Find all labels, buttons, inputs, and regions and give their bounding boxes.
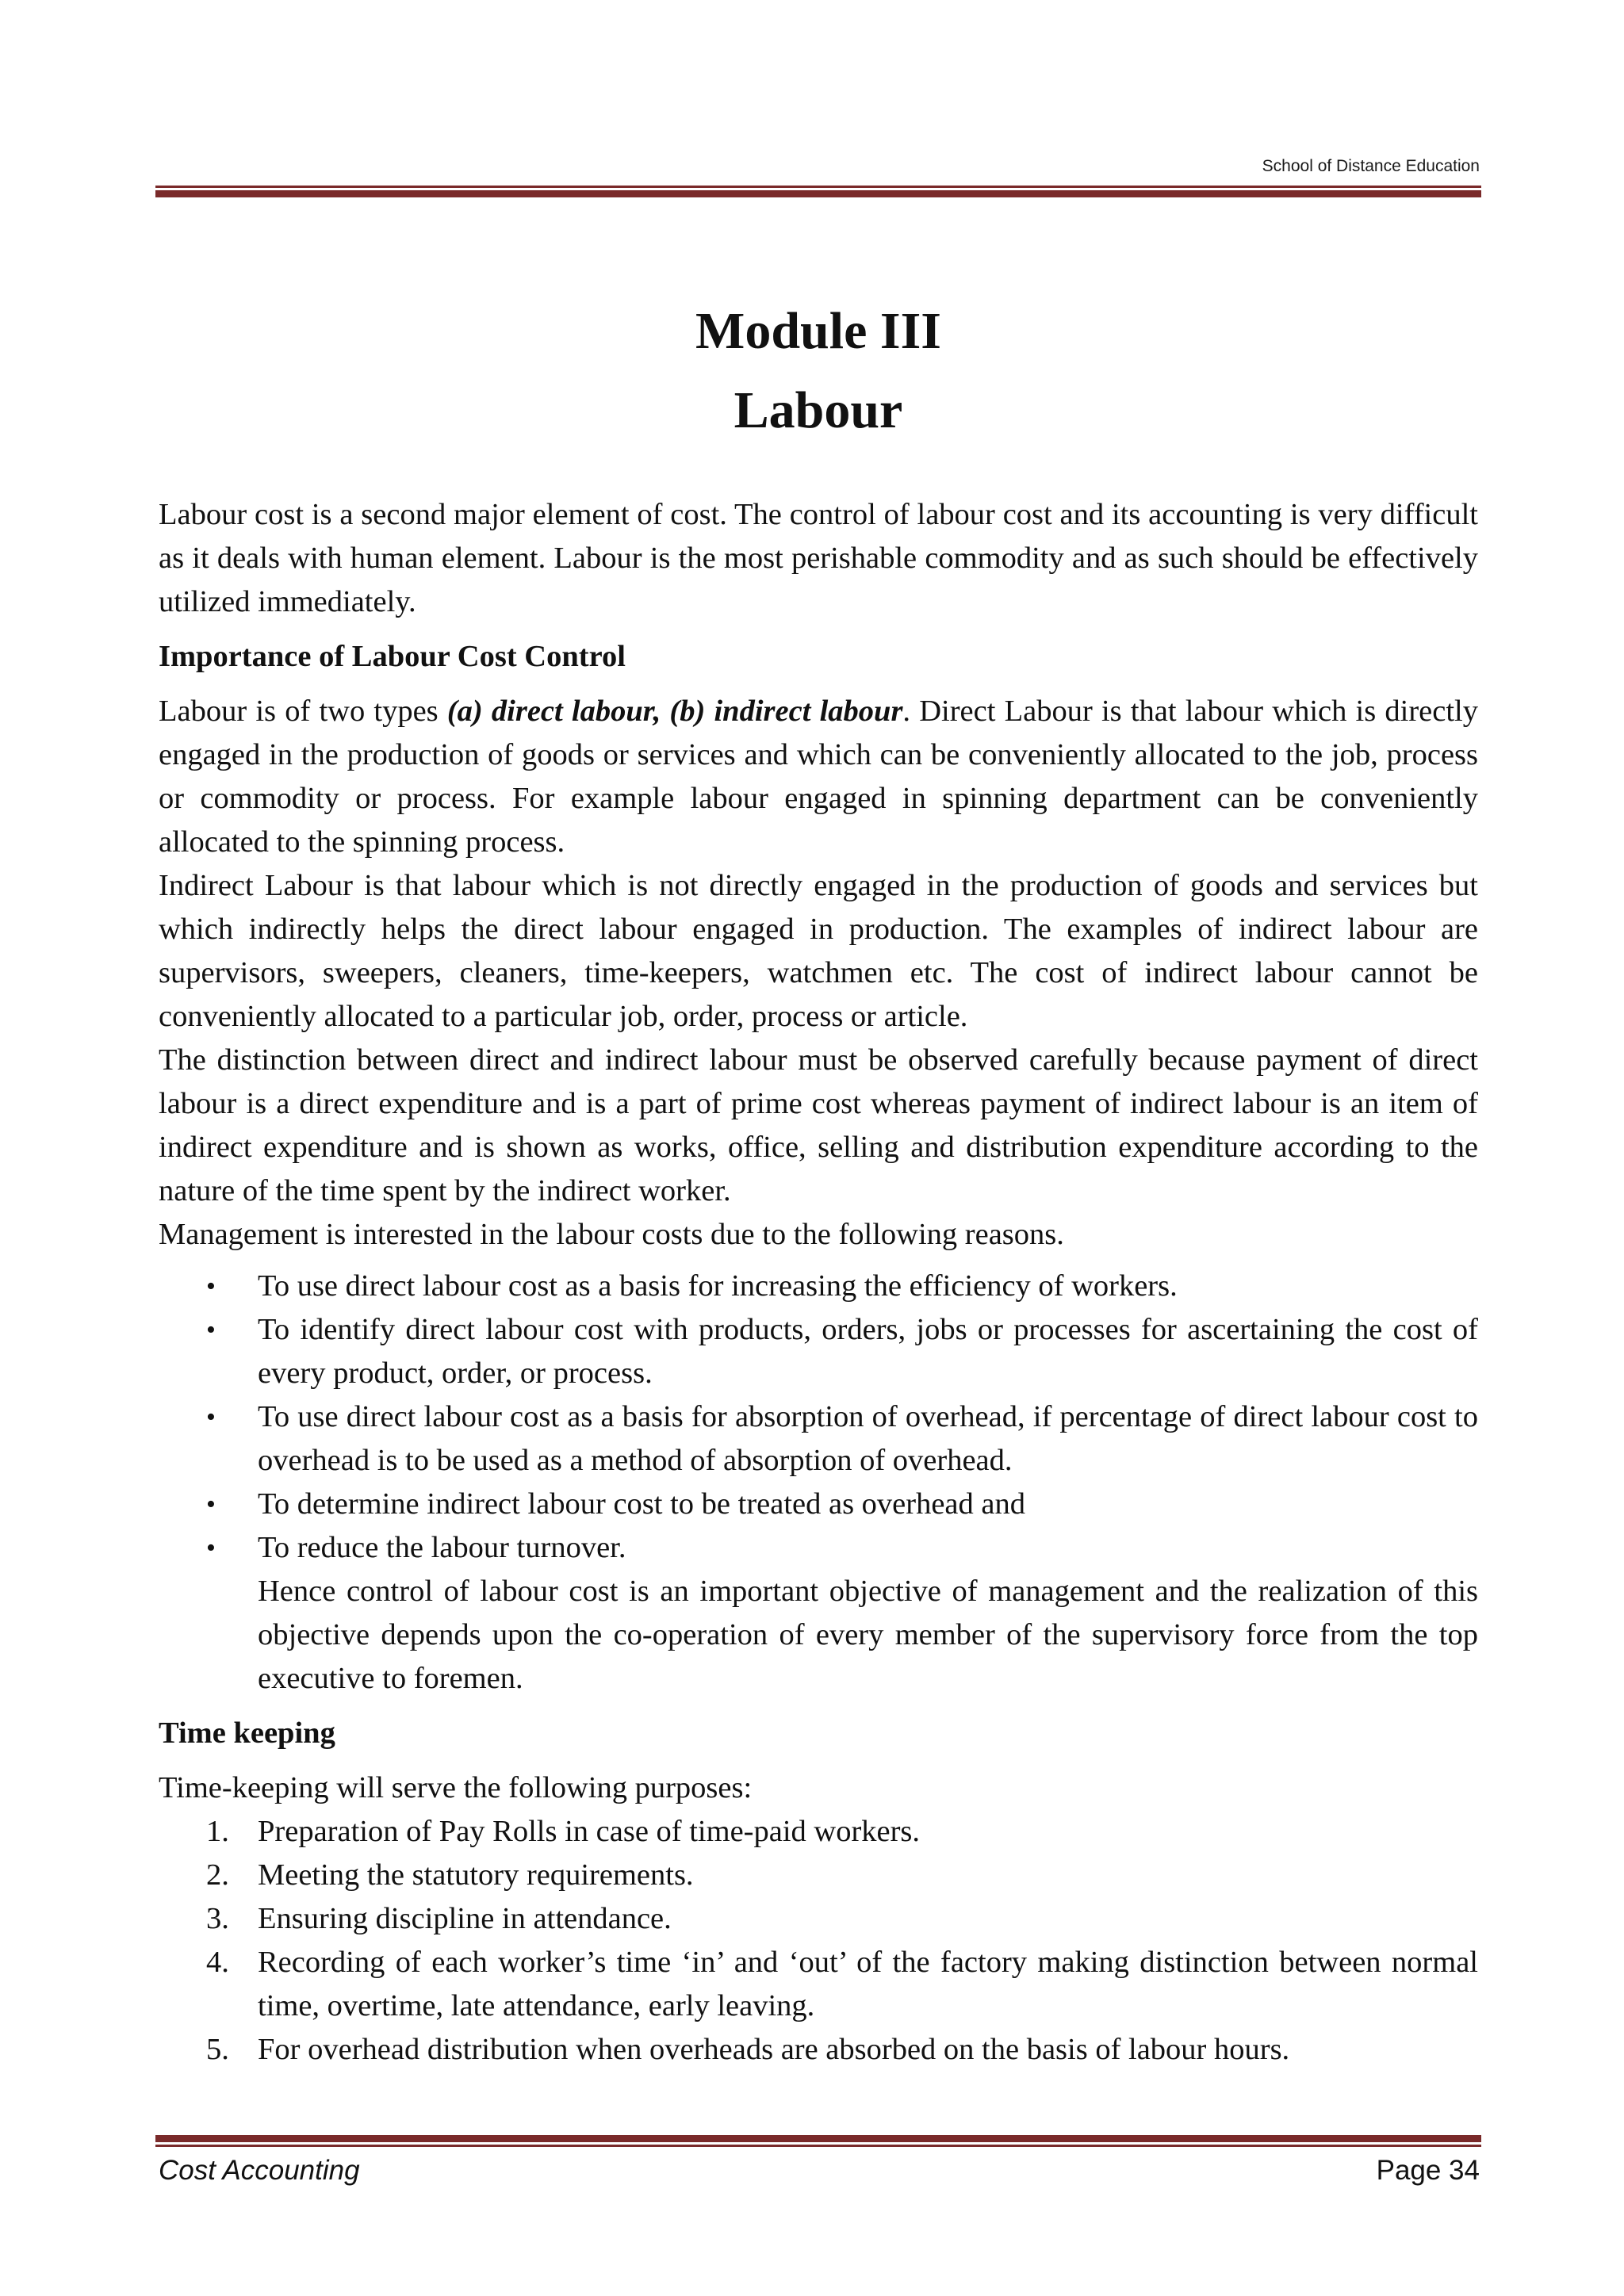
- footer-course: Cost Accounting: [159, 2155, 360, 2186]
- purpose-text: Meeting the statutory requirements.: [258, 1858, 694, 1892]
- timekeeping-intro: Time-keeping will serve the following purposes:: [159, 1771, 753, 1804]
- footer-rule: [155, 2135, 1481, 2147]
- list-item: [159, 1483, 1478, 1526]
- reason-text: To use direct labour cost as a basis for increasing the efficiency of workers.: [258, 1269, 1178, 1303]
- purpose-text: Preparation of Pay Rolls in case of time-paid workers.: [258, 1815, 921, 1848]
- header-rule: [155, 186, 1481, 197]
- management-paragraph: Management is interested in the labour costs due to the following reasons.: [159, 1218, 1064, 1251]
- reasons-list: [159, 1265, 1478, 1570]
- importance-heading: Importance of Labour Cost Control: [159, 640, 626, 673]
- header-institution: School of Distance Education: [1262, 157, 1480, 175]
- list-item: [159, 1941, 1478, 2028]
- bullet-icon: •: [206, 1272, 216, 1301]
- purpose-text: For overhead distribution when overheads are absorbed on the basis of labour hours.: [258, 2033, 1290, 2066]
- list-item: [159, 1395, 1478, 1483]
- intro-paragraph: Labour cost is a second major element of cost. The control of labour cost and its accounting is very difficult as it deals with human element. Labour is the most perishable commodity and as such should be effectively utilized immediately.: [159, 498, 1478, 618]
- list-item: [159, 1308, 1478, 1395]
- conclusion-paragraph: Hence control of labour cost is an important objective of management and the realization of this objective depends upon the co-operation of every member of the supervisory force from the top executive to foremen.: [258, 1575, 1478, 1695]
- bullet-icon: •: [206, 1315, 216, 1345]
- item-number: 4.: [206, 1946, 229, 1979]
- bullet-icon: •: [206, 1490, 216, 1519]
- reason-text: To determine indirect labour cost to be treated as overhead and: [258, 1487, 1025, 1521]
- indirect-labour-paragraph: Indirect Labour is that labour which is not directly engaged in the production of goods and services but which indirectly helps the direct labour engaged in production. The examples of indirect labour are supervisors, sweepers, cleaners, time-keepers, watchmen etc. The cost of indirect labour cannot be conveniently allocated to a particular job, order, process or article.: [159, 869, 1478, 1033]
- item-number: 5.: [206, 2033, 229, 2066]
- types-suffix: . Direct Labour is that labour which is directly engaged in the production of goods or services and which can be conveniently allocated to the job, process or commodity or process. For example labour engaged in spinning department can be conveniently allocated to the spinning process.: [159, 695, 1478, 859]
- list-item: [159, 1810, 1478, 1854]
- timekeeping-heading: Time keeping: [159, 1716, 335, 1750]
- purpose-text: Ensuring discipline in attendance.: [258, 1902, 672, 1935]
- bullet-icon: •: [206, 1533, 216, 1563]
- list-item: [159, 2028, 1478, 2072]
- labour-types-paragraph: [159, 690, 1478, 864]
- reason-text: To reduce the labour turnover.: [258, 1531, 626, 1564]
- reason-text: To use direct labour cost as a basis for absorption of overhead, if percentage of direct labour cost to overhead is to be used as a method of absorption of overhead.: [258, 1400, 1478, 1477]
- item-number: 3.: [206, 1902, 229, 1935]
- list-item: [159, 1854, 1478, 1897]
- footer-page-number: Page 34: [1376, 2155, 1480, 2186]
- bullet-icon: •: [206, 1402, 216, 1432]
- list-item: [159, 1897, 1478, 1941]
- subject-title: Labour: [733, 381, 903, 439]
- purpose-text: Recording of each worker’s time ‘in’ and ‘out’ of the factory making distinction between normal time, overtime, late attendance, early leaving.: [258, 1946, 1478, 2022]
- purposes-list: [159, 1810, 1478, 2072]
- item-number: 1.: [206, 1815, 229, 1848]
- title-block: [155, 292, 1481, 450]
- distinction-paragraph: The distinction between direct and indirect labour must be observed carefully because payment of direct labour is a direct expenditure and is a part of prime cost whereas payment of indirect labour is an item of indirect expenditure and is shown as works, office, selling and distribution expenditure according to the nature of the time spent by the indirect worker.: [159, 1043, 1478, 1207]
- list-item: [159, 1265, 1478, 1308]
- module-title: Module III: [695, 302, 941, 360]
- item-number: 2.: [206, 1858, 229, 1892]
- types-emphasis: (a) direct labour, (b) indirect labour: [446, 695, 903, 728]
- reason-text: To identify direct labour cost with products, orders, jobs or processes for ascertaining the cost of every product, order, or process.: [258, 1313, 1478, 1390]
- types-prefix: Labour is of two types: [159, 695, 447, 728]
- page-content: [159, 493, 1478, 2072]
- list-item: [159, 1526, 1478, 1570]
